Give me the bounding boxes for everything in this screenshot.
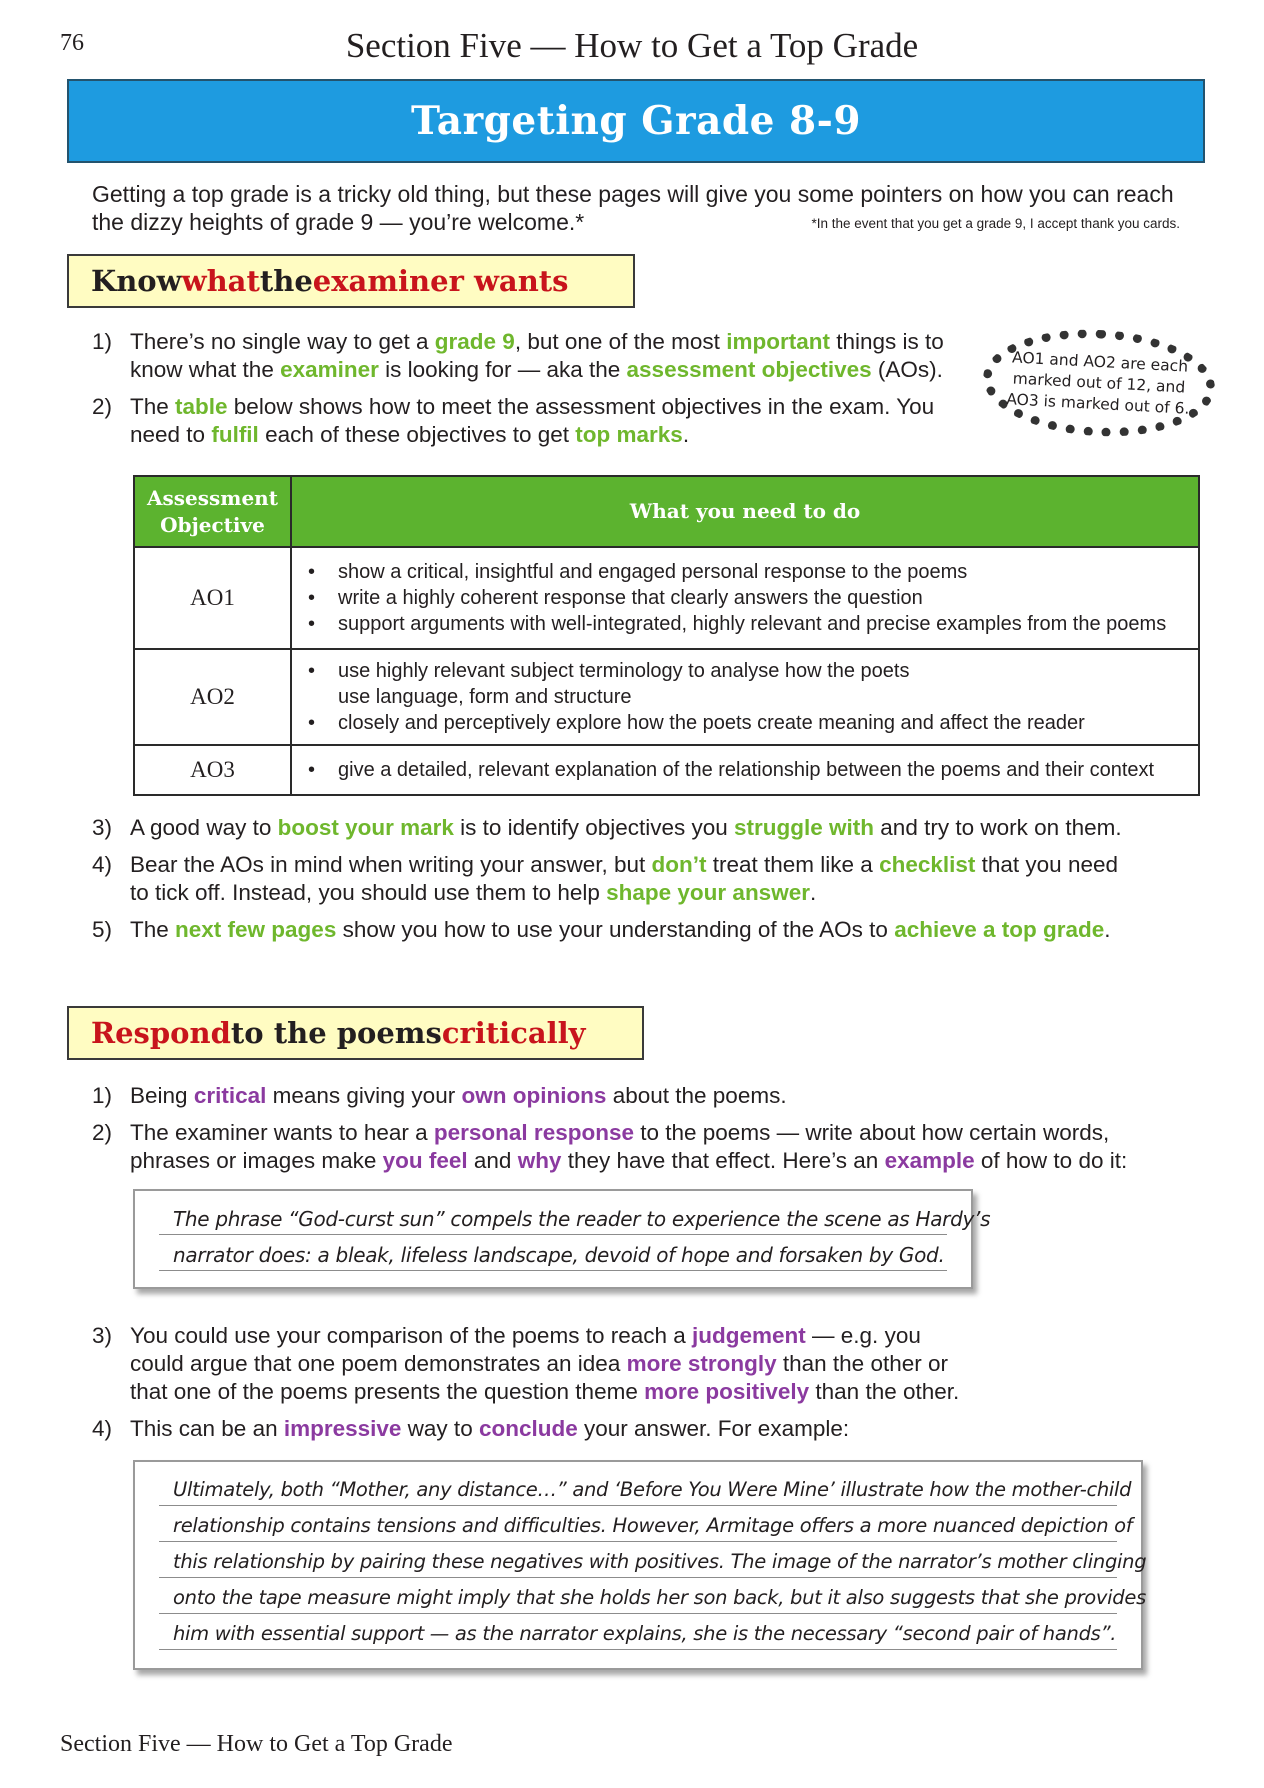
heading-part-red: what (181, 264, 260, 298)
ao-label: AO1 (134, 547, 291, 649)
page-number: 76 (60, 30, 84, 56)
table-row (134, 547, 1199, 649)
points-list-1 (92, 328, 972, 458)
heading-part: Know (91, 264, 182, 298)
bubble-line: AO1 and AO2 are each (1011, 347, 1189, 376)
table-row (134, 745, 1199, 795)
heading-part: the (259, 264, 313, 298)
item-number: 3) (92, 1323, 113, 1348)
list-item: 1) Being critical means giving your own opinions about the poems. (92, 1083, 787, 1108)
list-item: 2) The examiner wants to hear a personal response to the poems — write about how certain words, phrases or images make you feel and why they have that effect. Here’s an example of how to do it: (92, 1120, 1128, 1173)
points-list-4 (92, 1322, 972, 1452)
bullet-item: • give a detailed, relevant explanation of the relationship between the poems and their context (302, 757, 1192, 783)
ao-label: AO2 (134, 649, 291, 745)
list-item: 1) There’s no single way to get a grade 9, but one of the most important things is to know what the examiner is looking for — aka the assessment objectives (AOs). (92, 329, 944, 382)
table-row (134, 649, 1199, 745)
list-item: 3) A good way to boost your mark is to identify objectives you struggle with and try to work on them. (92, 815, 1122, 840)
bullet-item: • write a highly coherent response that clearly answers the question (302, 585, 1192, 611)
example-line: narrator does: a bleak, lifeless landscape, devoid of hope and forsaken by God. (159, 1235, 947, 1271)
ao-bullets (291, 547, 1199, 649)
bullet-item: • closely and perceptively explore how the poets create meaning and affect the reader (302, 710, 1192, 736)
example-line: onto the tape measure might imply that she holds her son back, but it also suggests that she provides (159, 1578, 1117, 1614)
heading-part-red: examiner wants (312, 264, 569, 298)
speech-bubble (980, 324, 1217, 442)
item-number: 1) (92, 1083, 113, 1108)
example-line: relationship contains tensions and difficulties. However, Armitage offers a more nuanced depiction of (159, 1506, 1117, 1542)
heading-part: to the poems (230, 1016, 442, 1050)
heading-part-red: Respond (91, 1016, 231, 1050)
example-line: Ultimately, both “Mother, any distance…” and ‘Before You Were Mine’ illustrate how the mother-child (159, 1470, 1117, 1506)
item-number: 2) (92, 394, 113, 419)
ao-bullets (291, 745, 1199, 795)
bubble-line: AO3 is marked out of 6. (1005, 389, 1190, 418)
heading-part-red: critically (441, 1016, 586, 1050)
item-number: 4) (92, 1416, 113, 1441)
running-header: Section Five — How to Get a Top Grade (345, 26, 919, 65)
example-box-2 (133, 1460, 1147, 1670)
section-heading-respond (67, 1006, 644, 1060)
ao-bullets (291, 649, 1199, 745)
page-footer: Section Five — How to Get a Top Grade (60, 1731, 453, 1757)
bubble-line: marked out of 12, and (1012, 368, 1186, 397)
item-number: 2) (92, 1120, 113, 1145)
list-item: 3) You could use your comparison of the poems to reach a judgement — e.g. you could argue that one poem demonstrates an idea more strongly than the other or that one of the poems presents the question theme more positively than the other. (92, 1323, 960, 1404)
example-line: The phrase “God-curst sun” compels the reader to experience the scene as Hardy’s (159, 1199, 947, 1235)
bullet-item: • use highly relevant subject terminology to analyse how the poets use language, form and structure (302, 658, 1192, 710)
list-item: 5) The next few pages show you how to use your understanding of the AOs to achieve a top grade. (92, 917, 1111, 942)
intro-text: Getting a top grade is a tricky old thing, but these pages will give you some pointers on how you can reach the dizzy heights of grade 9 — you’re welcome.* (92, 181, 1174, 235)
intro-footnote: *In the event that you get a grade 9, I accept thank you cards. (811, 216, 1180, 231)
assessment-objectives-table (133, 475, 1200, 796)
bullet-item: • support arguments with well-integrated, highly relevant and precise examples from the poems (302, 611, 1192, 637)
item-number: 1) (92, 329, 113, 354)
example-box-1 (133, 1189, 991, 1289)
item-number: 4) (92, 852, 113, 877)
header-objective: Assessment Objective (134, 476, 291, 547)
section-heading-examiner (67, 254, 635, 308)
points-list-2 (92, 814, 1162, 953)
item-number: 5) (92, 917, 113, 942)
item-number: 3) (92, 815, 113, 840)
example-line: this relationship by pairing these negatives with positives. The image of the narrator’s mother clinging (159, 1542, 1117, 1578)
ao-label: AO3 (134, 745, 291, 795)
title-banner (67, 79, 1205, 163)
points-list-3 (92, 1082, 1172, 1184)
bullet-item: • show a critical, insightful and engaged personal response to the poems (302, 559, 1192, 585)
example-line: him with essential support — as the narrator explains, she is the necessary “second pair of hands”. (159, 1614, 1117, 1650)
list-item: 4) Bear the AOs in mind when writing your answer, but don’t treat them like a checklist that you need to tick off. Instead, you should use them to help shape your answer. (92, 852, 1119, 905)
list-item: 4) This can be an impressive way to conclude your answer. For example: (92, 1416, 850, 1441)
header-todo: What you need to do (291, 476, 1199, 547)
list-item: 2) The table below shows how to meet the assessment objectives in the exam. You need to fulfil each of these objectives to get top marks. (92, 394, 935, 447)
page-title: Targeting Grade 8-9 (411, 98, 861, 144)
